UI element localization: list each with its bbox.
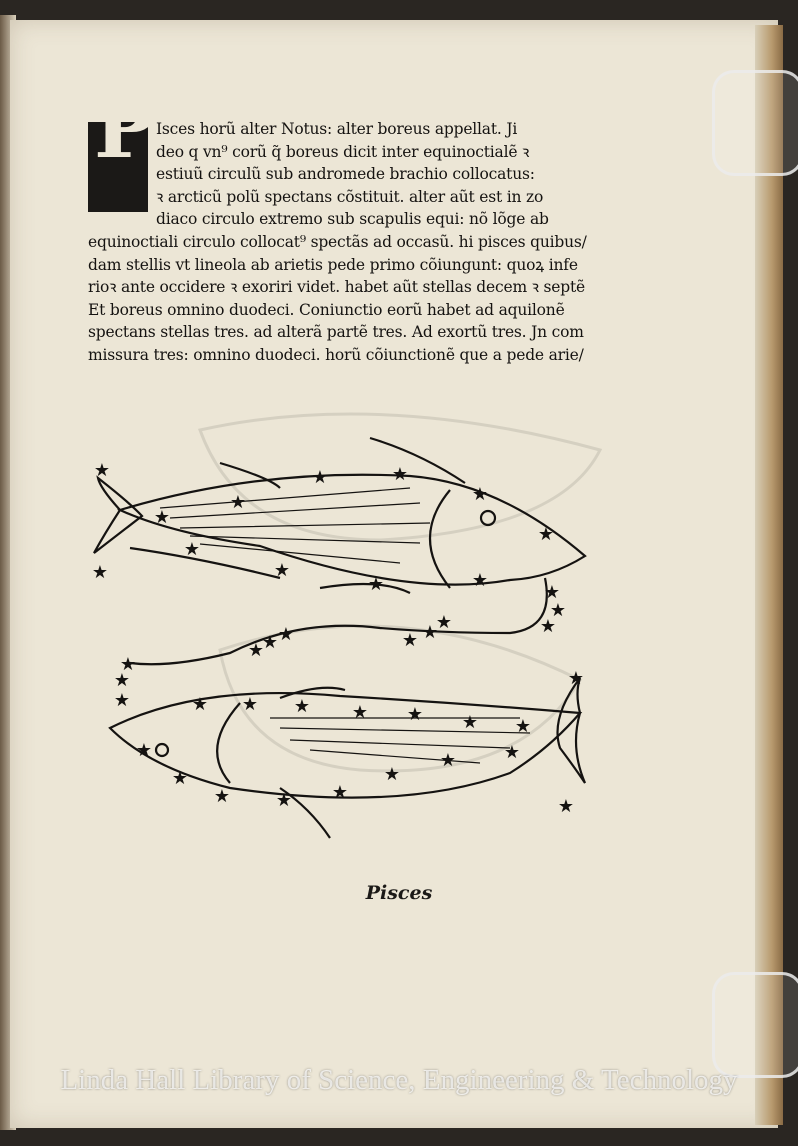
star-icon: ★ [543,582,561,603]
star-icon: ★ [557,796,575,817]
star-icon: ★ [213,786,231,807]
star-icon: ★ [351,702,369,723]
star-icon: ★ [275,790,293,811]
initial-letter: P [94,81,156,177]
upper-fish-body [120,475,585,585]
star-icon: ★ [91,562,109,583]
star-icon: ★ [113,690,131,711]
star-icon: ★ [113,670,131,691]
star-icon: ★ [514,716,532,737]
star-icon: ★ [273,560,291,581]
text-line: spectans stellas tres. ad alterã partẽ tres. Ad exortũ tres. Jn com [88,323,584,342]
text-line: rioꝛ ante occidere ꝛ exoriri videt. habet aũt stellas decem ꝛ septẽ [88,278,585,297]
star-icon: ★ [261,632,279,653]
page-clip-bottom [712,972,798,1078]
star-icon: ★ [503,742,521,763]
star-icon: ★ [567,668,585,689]
connecting-cord [130,548,280,578]
star-icon: ★ [549,600,567,621]
star-icon: ★ [331,782,349,803]
text-line: ꝛ arcticũ polũ spectans cõstituit. alter aũt est in zo [156,187,544,206]
decorated-initial [88,81,156,212]
star-icon: ★ [461,712,479,733]
star-icon: ★ [367,574,385,595]
text-line: equinoctiali circulo collocat⁹ spectãs ad occasũ. hi pisces quibus/ [88,232,587,251]
star-icon: ★ [383,764,401,785]
star-icon: ★ [439,750,457,771]
pisces-woodcut [80,428,600,848]
star-icon: ★ [277,624,295,645]
text-line: dam stellis vt lineola ab arietis pede primo cõiungunt: quoꝝ infe [88,255,578,274]
star-icon: ★ [539,616,557,637]
star-icon: ★ [391,464,409,485]
star-icon: ★ [229,492,247,513]
star-icon: ★ [293,696,311,717]
lower-fish-gill [217,703,240,783]
star-icon: ★ [119,654,137,675]
star-icon: ★ [537,524,555,545]
star-icon: ★ [183,539,201,560]
upper-fish-eye [481,511,495,525]
star-icon: ★ [471,484,489,505]
star-icon: ★ [421,622,439,643]
star-icon: ★ [191,694,209,715]
text-line: Et boreus omnino duodeci. Coniunctio eorũ habet ad aquilonẽ [88,300,565,319]
upper-fish-fin [320,584,410,593]
star-icon: ★ [247,640,265,661]
body-text [88,81,618,367]
star-icon: ★ [471,570,489,591]
star-icon: ★ [241,694,259,715]
star-icon: ★ [401,630,419,651]
upper-fish-gill [430,490,450,588]
star-icon: ★ [93,460,111,481]
text-line: diaco circulo extremo sub scapulis equi: nõ lõge ab [156,210,549,229]
book-cover-edge [755,25,783,1125]
text-line: estiuũ circulũ sub andromede brachio collocatus: [156,165,535,184]
lower-fish-eye [156,744,168,756]
text-line: Isces horũ alter Notus: alter boreus appellat. Ji [156,120,518,138]
star-icon: ★ [435,612,453,633]
figure-caption: Pisces [365,882,433,904]
lower-fish-tail [558,678,586,783]
star-icon: ★ [406,704,424,725]
text-line: missura tres: omnino duodeci. horũ cõiunctionẽ que a pede arie/ [88,345,584,364]
text-line: deo q vn⁹ corũ q̃ boreus dicit inter equinoctialẽ ꝛ [156,142,530,161]
star-icon: ★ [135,740,153,761]
star-icon: ★ [311,467,329,488]
library-watermark: Linda Hall Library of Science, Engineering & Technology [60,1064,738,1096]
page-clip-top [712,70,798,176]
star-icon: ★ [171,768,189,789]
star-icon: ★ [153,507,171,528]
